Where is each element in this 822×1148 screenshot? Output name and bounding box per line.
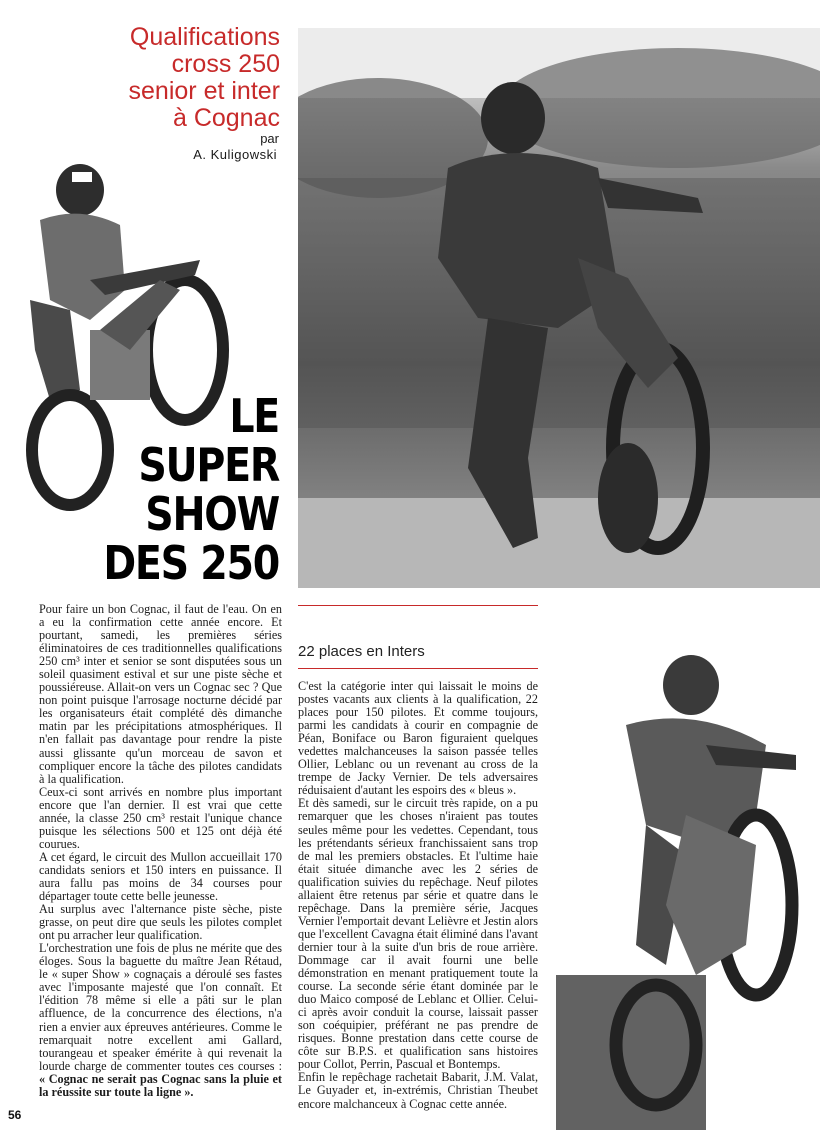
- headline-line: SHOW: [145, 487, 279, 541]
- headline-line: DES 250: [103, 536, 280, 590]
- paragraph: Pour faire un bon Cognac, il faut de l'eau. On en a eu la confirmation cette année encore. Et pourtant, samedi, les premières séries éliminatoires de ces traditionnelles qualifications 250 cm³ inter et senior se sont disputées sous un soleil quasiment estival et sur une piste sèche et poussiéreuse. Allait-on vers un Cognac sec ? Que non point puisque l'arrosage nocturne décidé par les organisateurs était complété dès dimanche matin par les précipitations atmosphériques. Il n'en fallait pas davantage pour rendre la piste aussi glissante qu'un morceau de savon et compliquer encore la tâche des pilotes candidats à la qualification.: [39, 602, 282, 786]
- headline: [21, 389, 280, 590]
- paragraph-text: L'orchestration une fois de plus ne mérite que des éloges. Sous la baguette du maître Jean Rétaud, le « super Show » cognaçais a déroulé ses fastes avec l'imposante majesté que l'on connaît. Et l'édition 78 même si elle a pâti sur le plan affluence, de la concurrence des élections, n'a rien a envier aux épreuves antérieures. Comme le remarquait notre excellent ami Gallard, tourangeau et speaker émérite à qui revenait la lourde charge de commenter toutes ces courses :: [39, 941, 282, 1073]
- paragraph: [39, 942, 282, 1099]
- byline-par: par: [260, 131, 279, 146]
- main-photo-motocross-rider: [298, 28, 820, 588]
- headline-line: SUPER: [138, 438, 279, 492]
- paragraph: Enfin le repêchage rachetait Babarit, J.M. Valat, Le Guyader et, in-extrémis, Christian Theubet encore malchanceux à Cognac cette année.: [298, 1070, 538, 1111]
- section-subheading: 22 places en Inters: [298, 643, 425, 660]
- closing-quote: « Cognac ne serait pas Cognac sans la pluie et la réussite sur toute la ligne ».: [39, 1071, 282, 1099]
- divider-bottom: [298, 668, 538, 669]
- right-photo-image: [556, 645, 820, 1130]
- body-column-middle: [298, 680, 538, 1111]
- kicker-line: Qualifications: [129, 23, 280, 51]
- byline-author: A. Kuligowski: [193, 147, 277, 162]
- page-number: 56: [8, 1108, 22, 1122]
- paragraph: Au surplus avec l'alternance piste sèche, piste grasse, on peut dire que seuls les pilotes complet ont pu arracher leur qualification.: [39, 902, 282, 943]
- kicker-line: à Cognac: [172, 104, 280, 132]
- headline-line: LE: [229, 389, 279, 443]
- paragraph: Ceux-ci sont arrivés en nombre plus important encore que l'an dernier. Il est vrai que cette année, la classe 250 cm³ restait l'unique chance puisque les sélections 500 et 125 ont déjà été courues.: [39, 784, 282, 851]
- paragraph: C'est la catégorie inter qui laissait le moins de postes vacants aux clients à la qualification, 22 places pour 150 pilotes. Et comme toujours, parmi les candidats à courir en compagnie de Péan, Boniface ou Baron figuraient quelques vedettes malchanceuses la saison passée telles Ollier, Leblanc ou un revenant au cross de la trempe de Jacky Vernier. De tels adversaires réduisaient d'autant les espoirs des « bleus ».: [298, 679, 538, 798]
- right-photo-rider-in-mud: [556, 645, 820, 1130]
- divider-top: [298, 605, 538, 606]
- kicker-line: senior et inter: [128, 77, 280, 105]
- paragraph: Et dès samedi, sur le circuit très rapide, on a pu remarquer que les choses n'iraient pas toutes seules même pour les vedettes. Cependant, tous les prétendants sérieux franchissaient sans trop de mal les premiers obstacles. Et l'ultime haie était située dimanche avec les 2 séries de qualification suivies du repêchage. Neuf pilotes allaient être retenus par série et quatre dans le repêchage. Dans la première série, Jacques Vernier l'emportait devant Lelièvre et Jestin alors que l'excellent Cavagna était éliminé dans l'avant dernier tour à la suite d'un bris de roue arrière. Dommage car il avait fourni une belle démonstration en menant pratiquement toute la course. La seconde série étant dominée par le duo Maico composé de Leblanc et Ollier. Celui-ci après avoir conduit la course, laissait passer son coéquipier, préférant ne pas prendre de risques. Bonne prestation dans cette course de côte sur B.P.S. et qualification sans histoires pour Collot, Perrin, Pascual et Bontemps.: [298, 796, 538, 1072]
- paragraph: A cet égard, le circuit des Mullon accueillait 170 candidats seniors et 150 inters en puissance. Il aura fallu pas moins de 34 courses pour départager toute cette belle jeunesse.: [39, 849, 282, 904]
- kicker-line: cross 250: [171, 50, 280, 78]
- main-photo-image: [298, 28, 820, 588]
- article-kicker: [20, 24, 280, 132]
- body-column-left: [39, 603, 282, 1099]
